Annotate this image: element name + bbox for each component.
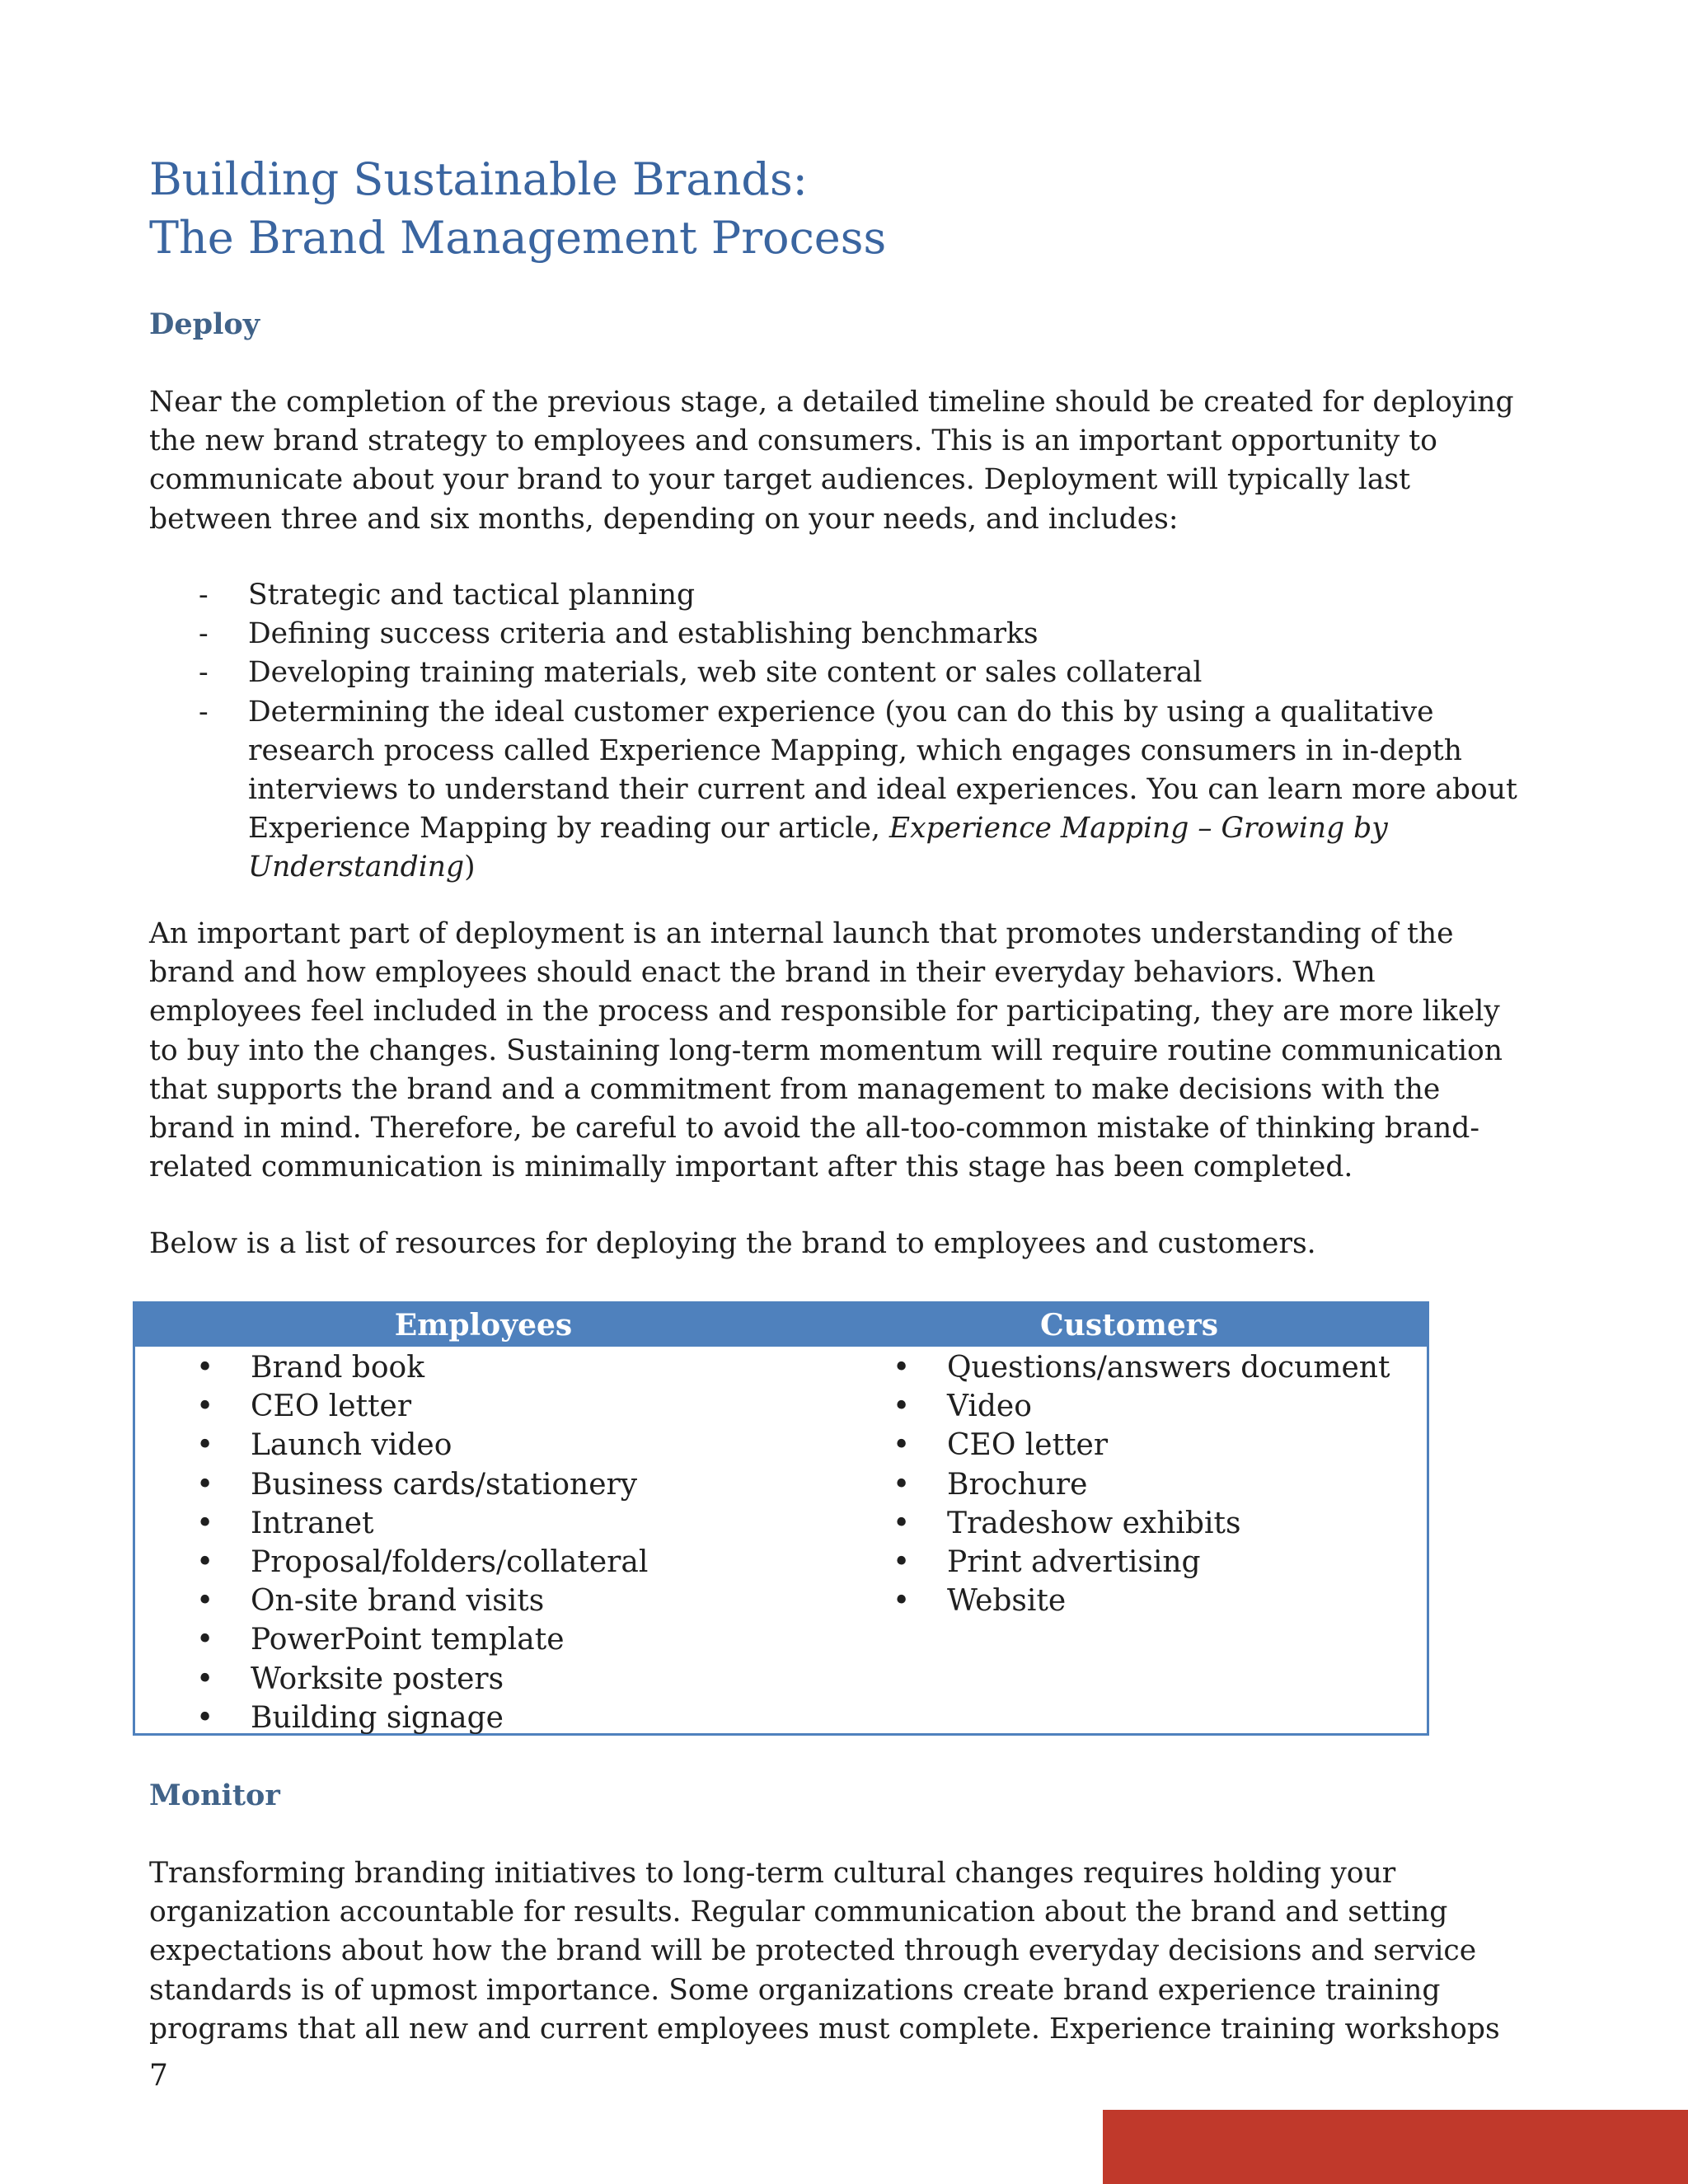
- list-item-text: Defining success criteria and establishing benchmarks: [248, 617, 1039, 651]
- list-item: [135, 1504, 648, 1543]
- resources-table: [133, 1301, 1429, 1736]
- page-number: 7: [149, 2059, 168, 2093]
- list-item: [149, 576, 1517, 615]
- resources-intro-paragraph: Below is a list of resources for deploying the brand to employees and customers.: [149, 1227, 1316, 1260]
- article-title-italic: Experience Mapping – Growing by: [889, 812, 1388, 846]
- deploy-heading: Deploy: [149, 307, 260, 341]
- bullet-marker: •: [196, 1661, 214, 1696]
- table-header-row: [135, 1304, 1427, 1347]
- list-item-text: Questions/answers document: [947, 1351, 1390, 1385]
- list-item: [832, 1465, 1390, 1504]
- text-line: brand and how employees should enact the brand in their everyday behaviors. When: [149, 956, 1376, 990]
- list-item: [135, 1387, 648, 1426]
- customers-column-header: Customers: [1040, 1308, 1218, 1343]
- text-line: to buy into the changes. Sustaining long-term momentum will require routine communication: [149, 1033, 1503, 1067]
- deploy-intro-paragraph: [149, 383, 1514, 539]
- bullet-marker: •: [893, 1467, 911, 1502]
- list-item: [135, 1699, 648, 1737]
- dash-marker: -: [199, 695, 209, 729]
- list-item-text: Worksite posters: [251, 1661, 504, 1696]
- text-line: expectations about how the brand will be protected through everyday decisions and service: [149, 1934, 1477, 1968]
- list-item-text: Brochure: [947, 1467, 1088, 1502]
- list-item-text: CEO letter: [947, 1428, 1109, 1463]
- list-item: [135, 1543, 648, 1582]
- dash-marker: -: [199, 617, 209, 651]
- list-item-text: Business cards/stationery: [251, 1467, 638, 1502]
- list-item: [149, 615, 1517, 654]
- text-line: Transforming branding initiatives to long-term cultural changes requires holding your: [149, 1857, 1396, 1890]
- footer-accent-bar: [1103, 2110, 1688, 2184]
- text-line: related communication is minimally important after this stage has been completed.: [149, 1151, 1353, 1184]
- bullet-marker: •: [893, 1390, 911, 1424]
- bullet-marker: •: [893, 1545, 911, 1580]
- list-item: [135, 1348, 648, 1387]
- list-item: [135, 1582, 648, 1620]
- text-line: An important part of deployment is an internal launch that promotes understanding of the: [149, 917, 1454, 950]
- deployment-includes-list: [149, 576, 1517, 888]
- monitor-heading: Monitor: [149, 1779, 280, 1812]
- bullet-marker: •: [893, 1506, 911, 1540]
- list-item-text: Tradeshow exhibits: [947, 1506, 1241, 1540]
- list-item: [135, 1426, 648, 1465]
- closing-paren: ): [464, 851, 476, 884]
- list-item-text-line: [248, 809, 1517, 848]
- article-reference-text: Experience Mapping by reading our article,: [248, 812, 889, 846]
- list-item-text: Proposal/folders/collateral: [251, 1545, 649, 1580]
- list-item-text: Print advertising: [947, 1545, 1201, 1580]
- list-item-text: Building signage: [251, 1700, 504, 1735]
- text-line: employees feel included in the process and responsible for participating, they are more likely: [149, 995, 1500, 1029]
- employees-column-header: Employees: [394, 1308, 573, 1343]
- list-item-text: PowerPoint template: [251, 1623, 565, 1657]
- bullet-marker: •: [893, 1584, 911, 1619]
- list-item: [135, 1465, 648, 1504]
- list-item: [832, 1387, 1390, 1426]
- list-item-text: Website: [947, 1584, 1067, 1619]
- list-item: [149, 654, 1517, 692]
- list-item-text: Launch video: [251, 1428, 452, 1463]
- text-line: organization accountable for results. Regular communication about the brand and setting: [149, 1896, 1448, 1929]
- text-line: standards is of upmost importance. Some organizations create brand experience training: [149, 1973, 1441, 2007]
- bullet-marker: •: [196, 1506, 214, 1540]
- list-item-text: Brand book: [251, 1351, 425, 1385]
- bullet-marker: •: [893, 1351, 911, 1385]
- text-line: programs that all new and current employees must complete. Experience training workshops: [149, 2012, 1500, 2046]
- bullet-marker: •: [196, 1623, 214, 1657]
- list-item-text: Video: [947, 1390, 1032, 1424]
- bullet-marker: •: [196, 1390, 214, 1424]
- bullet-marker: •: [196, 1467, 214, 1502]
- list-item: [832, 1348, 1390, 1387]
- customers-resource-list: [832, 1348, 1390, 1620]
- document-title: [149, 150, 886, 267]
- bullet-marker: •: [893, 1428, 911, 1463]
- list-item-text: Developing training materials, web site content or sales collateral: [248, 656, 1203, 690]
- title-line-2: The Brand Management Process: [149, 212, 887, 264]
- text-line: brand in mind. Therefore, be careful to avoid the all-too-common mistake of thinking brand-: [149, 1112, 1479, 1146]
- dash-marker: -: [199, 656, 209, 690]
- list-item-text: Intranet: [251, 1506, 374, 1540]
- text-line: between three and six months, depending on your needs, and includes:: [149, 502, 1179, 536]
- employees-resource-list: [135, 1348, 648, 1737]
- list-item: [832, 1582, 1390, 1620]
- list-item-text: CEO letter: [251, 1390, 412, 1424]
- list-item: [135, 1660, 648, 1699]
- bullet-marker: •: [196, 1428, 214, 1463]
- list-item-text-line: [248, 848, 1517, 887]
- list-item: [832, 1504, 1390, 1543]
- bullet-marker: •: [196, 1351, 214, 1385]
- bullet-marker: •: [196, 1700, 214, 1735]
- text-line: the new brand strategy to employees and consumers. This is an important opportunity to: [149, 424, 1437, 458]
- bullet-marker: •: [196, 1584, 214, 1619]
- list-item: [135, 1620, 648, 1659]
- list-item: [832, 1543, 1390, 1582]
- list-item-text-line: Determining the ideal customer experience (you can do this by using a qualitative: [248, 695, 1434, 729]
- article-title-italic: Understanding: [248, 851, 465, 884]
- text-line: Near the completion of the previous stage, a detailed timeline should be created for deploying: [149, 386, 1514, 419]
- dash-marker: -: [199, 579, 209, 612]
- list-item-text: Strategic and tactical planning: [248, 579, 696, 612]
- list-item-text-line: research process called Experience Mapping, which engages consumers in in-depth: [248, 733, 1462, 767]
- internal-launch-paragraph: [149, 915, 1501, 1187]
- list-item: [832, 1426, 1390, 1465]
- list-item-text-line: interviews to understand their current and ideal experiences. You can learn more about: [248, 773, 1517, 807]
- bullet-marker: •: [196, 1545, 214, 1580]
- text-line: communicate about your brand to your target audiences. Deployment will typically last: [149, 463, 1410, 497]
- list-item: [149, 693, 1517, 888]
- text-line: that supports the brand and a commitment from management to make decisions with the: [149, 1072, 1441, 1106]
- monitor-paragraph: [149, 1854, 1501, 2049]
- title-line-1: Building Sustainable Brands:: [149, 153, 808, 205]
- list-item-text: On-site brand visits: [251, 1584, 545, 1619]
